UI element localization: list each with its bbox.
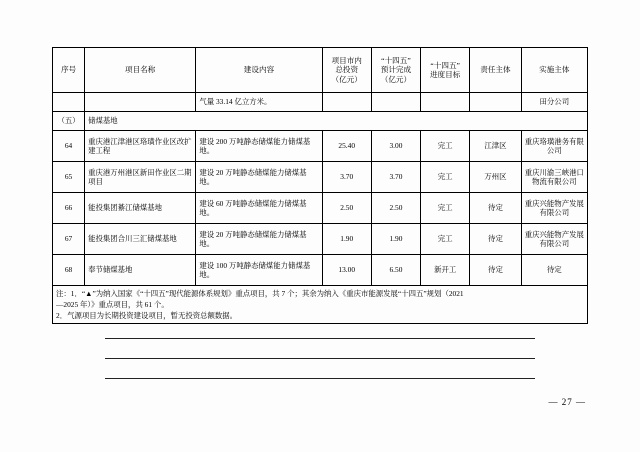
cell-build-content: 建设 20 万吨静态储煤能力储煤基地。 <box>196 224 322 255</box>
table-header-row <box>53 48 588 93</box>
cell-completed: 3.00 <box>371 131 420 162</box>
cell-progress <box>421 93 470 112</box>
energy-projects-table <box>52 47 588 324</box>
header-total-investment <box>322 48 371 93</box>
cell-notes <box>53 286 588 324</box>
note-line-1: 注：1．“▲”为纳入国家《“十四五”现代能源体系规划》重点项目，共 7 个；其余为纳入《重庆市能源发展“十四五”规划（2021 <box>56 289 464 298</box>
horizontal-rule-2 <box>105 358 535 359</box>
header-progress <box>421 48 470 93</box>
cell-no: 64 <box>53 131 85 162</box>
cell-implementer: 田分公司 <box>521 93 587 112</box>
cell-responsible: 待定 <box>470 255 521 286</box>
cell-total-investment: 2.50 <box>322 193 371 224</box>
cell-project-name: 能投集团合川三汇储煤基地 <box>85 224 196 255</box>
note-line-2: —2025 年）》重点项目，共 61 个。 <box>56 300 169 310</box>
header-completed-line2: 预计完成 <box>380 65 412 75</box>
cell-build-content: 建设 100 万吨静态储煤能力储煤基地。 <box>196 255 322 286</box>
cell-implementer: 重庆兴能物产发展有限公司 <box>521 193 587 224</box>
table-row <box>53 162 588 193</box>
table-row <box>53 224 588 255</box>
cell-responsible: 江津区 <box>470 131 521 162</box>
header-total-investment-line1: 项目市内 <box>331 56 362 66</box>
cell-project-name: 重庆港江津港区珞璜作业区改扩建工程 <box>85 131 196 162</box>
header-total-investment-line2: 总投资 <box>335 65 359 75</box>
table-row-group <box>53 112 588 131</box>
cell-project-name: 奉节储煤基地 <box>85 255 196 286</box>
table-row-continuation <box>53 93 588 112</box>
header-no: 序号 <box>53 48 85 93</box>
cell-total-investment <box>322 93 371 112</box>
note-line-3: 2．气源项目为长期投资建设项目，暂无投资总额数据。 <box>56 311 238 321</box>
header-progress-line1: “十四五” <box>430 60 460 70</box>
horizontal-rule-3 <box>105 378 535 379</box>
cell-total-investment: 25.40 <box>322 131 371 162</box>
cell-group-index: （五） <box>53 112 85 131</box>
header-responsible: 责任主体 <box>470 48 521 93</box>
cell-project-name: 重庆港万州港区新田作业区二期项目 <box>85 162 196 193</box>
cell-build-content: 气量 33.14 亿立方米。 <box>196 93 322 112</box>
cell-project-name <box>85 93 196 112</box>
cell-progress: 完工 <box>421 131 470 162</box>
cell-implementer: 重庆川渝三峡港口物流有限公司 <box>521 162 587 193</box>
header-completed <box>371 48 420 93</box>
header-implementer: 实施主体 <box>521 48 587 93</box>
page-number: — 27 — <box>548 397 586 407</box>
header-build-content: 建设内容 <box>196 48 322 93</box>
cell-build-content: 建设 20 万吨静态储煤能力储煤基地。 <box>196 162 322 193</box>
table-row <box>53 131 588 162</box>
cell-build-content: 建设 200 万吨静态储煤能力储煤基地。 <box>196 131 322 162</box>
cell-completed: 1.90 <box>371 224 420 255</box>
cell-completed: 3.70 <box>371 162 420 193</box>
cell-implementer: 重庆兴能物产发展有限公司 <box>521 224 587 255</box>
cell-progress: 完工 <box>421 162 470 193</box>
cell-completed: 2.50 <box>371 193 420 224</box>
cell-progress: 完工 <box>421 193 470 224</box>
cell-no <box>53 93 85 112</box>
header-completed-line1: “十四五” <box>381 56 411 66</box>
header-completed-line3: （亿元） <box>380 74 412 84</box>
table-row <box>53 255 588 286</box>
cell-responsible: 待定 <box>470 193 521 224</box>
cell-implementer: 重庆珞璜港务有限公司 <box>521 131 587 162</box>
table-row-notes <box>53 286 588 324</box>
cell-progress: 完工 <box>421 224 470 255</box>
table-row <box>53 193 588 224</box>
cell-project-name: 能投集团綦江储煤基地 <box>85 193 196 224</box>
cell-completed: 6.50 <box>371 255 420 286</box>
cell-group-name: 储煤基地 <box>85 112 588 131</box>
cell-total-investment: 1.90 <box>322 224 371 255</box>
cell-no: 68 <box>53 255 85 286</box>
cell-implementer: 待定 <box>521 255 587 286</box>
header-total-investment-line3: （亿元） <box>331 74 362 84</box>
cell-no: 67 <box>53 224 85 255</box>
cell-total-investment: 3.70 <box>322 162 371 193</box>
horizontal-rule-1 <box>105 338 535 339</box>
cell-no: 65 <box>53 162 85 193</box>
cell-responsible: 万州区 <box>470 162 521 193</box>
cell-no: 66 <box>53 193 85 224</box>
header-progress-line2: 进度目标 <box>429 70 461 79</box>
cell-responsible: 待定 <box>470 224 521 255</box>
cell-completed <box>371 93 420 112</box>
cell-build-content: 建设 60 万吨静态储煤能力储煤基地。 <box>196 193 322 224</box>
cell-progress: 新开工 <box>421 255 470 286</box>
cell-total-investment: 13.00 <box>322 255 371 286</box>
cell-responsible <box>470 93 521 112</box>
header-project-name: 项目名称 <box>85 48 196 93</box>
